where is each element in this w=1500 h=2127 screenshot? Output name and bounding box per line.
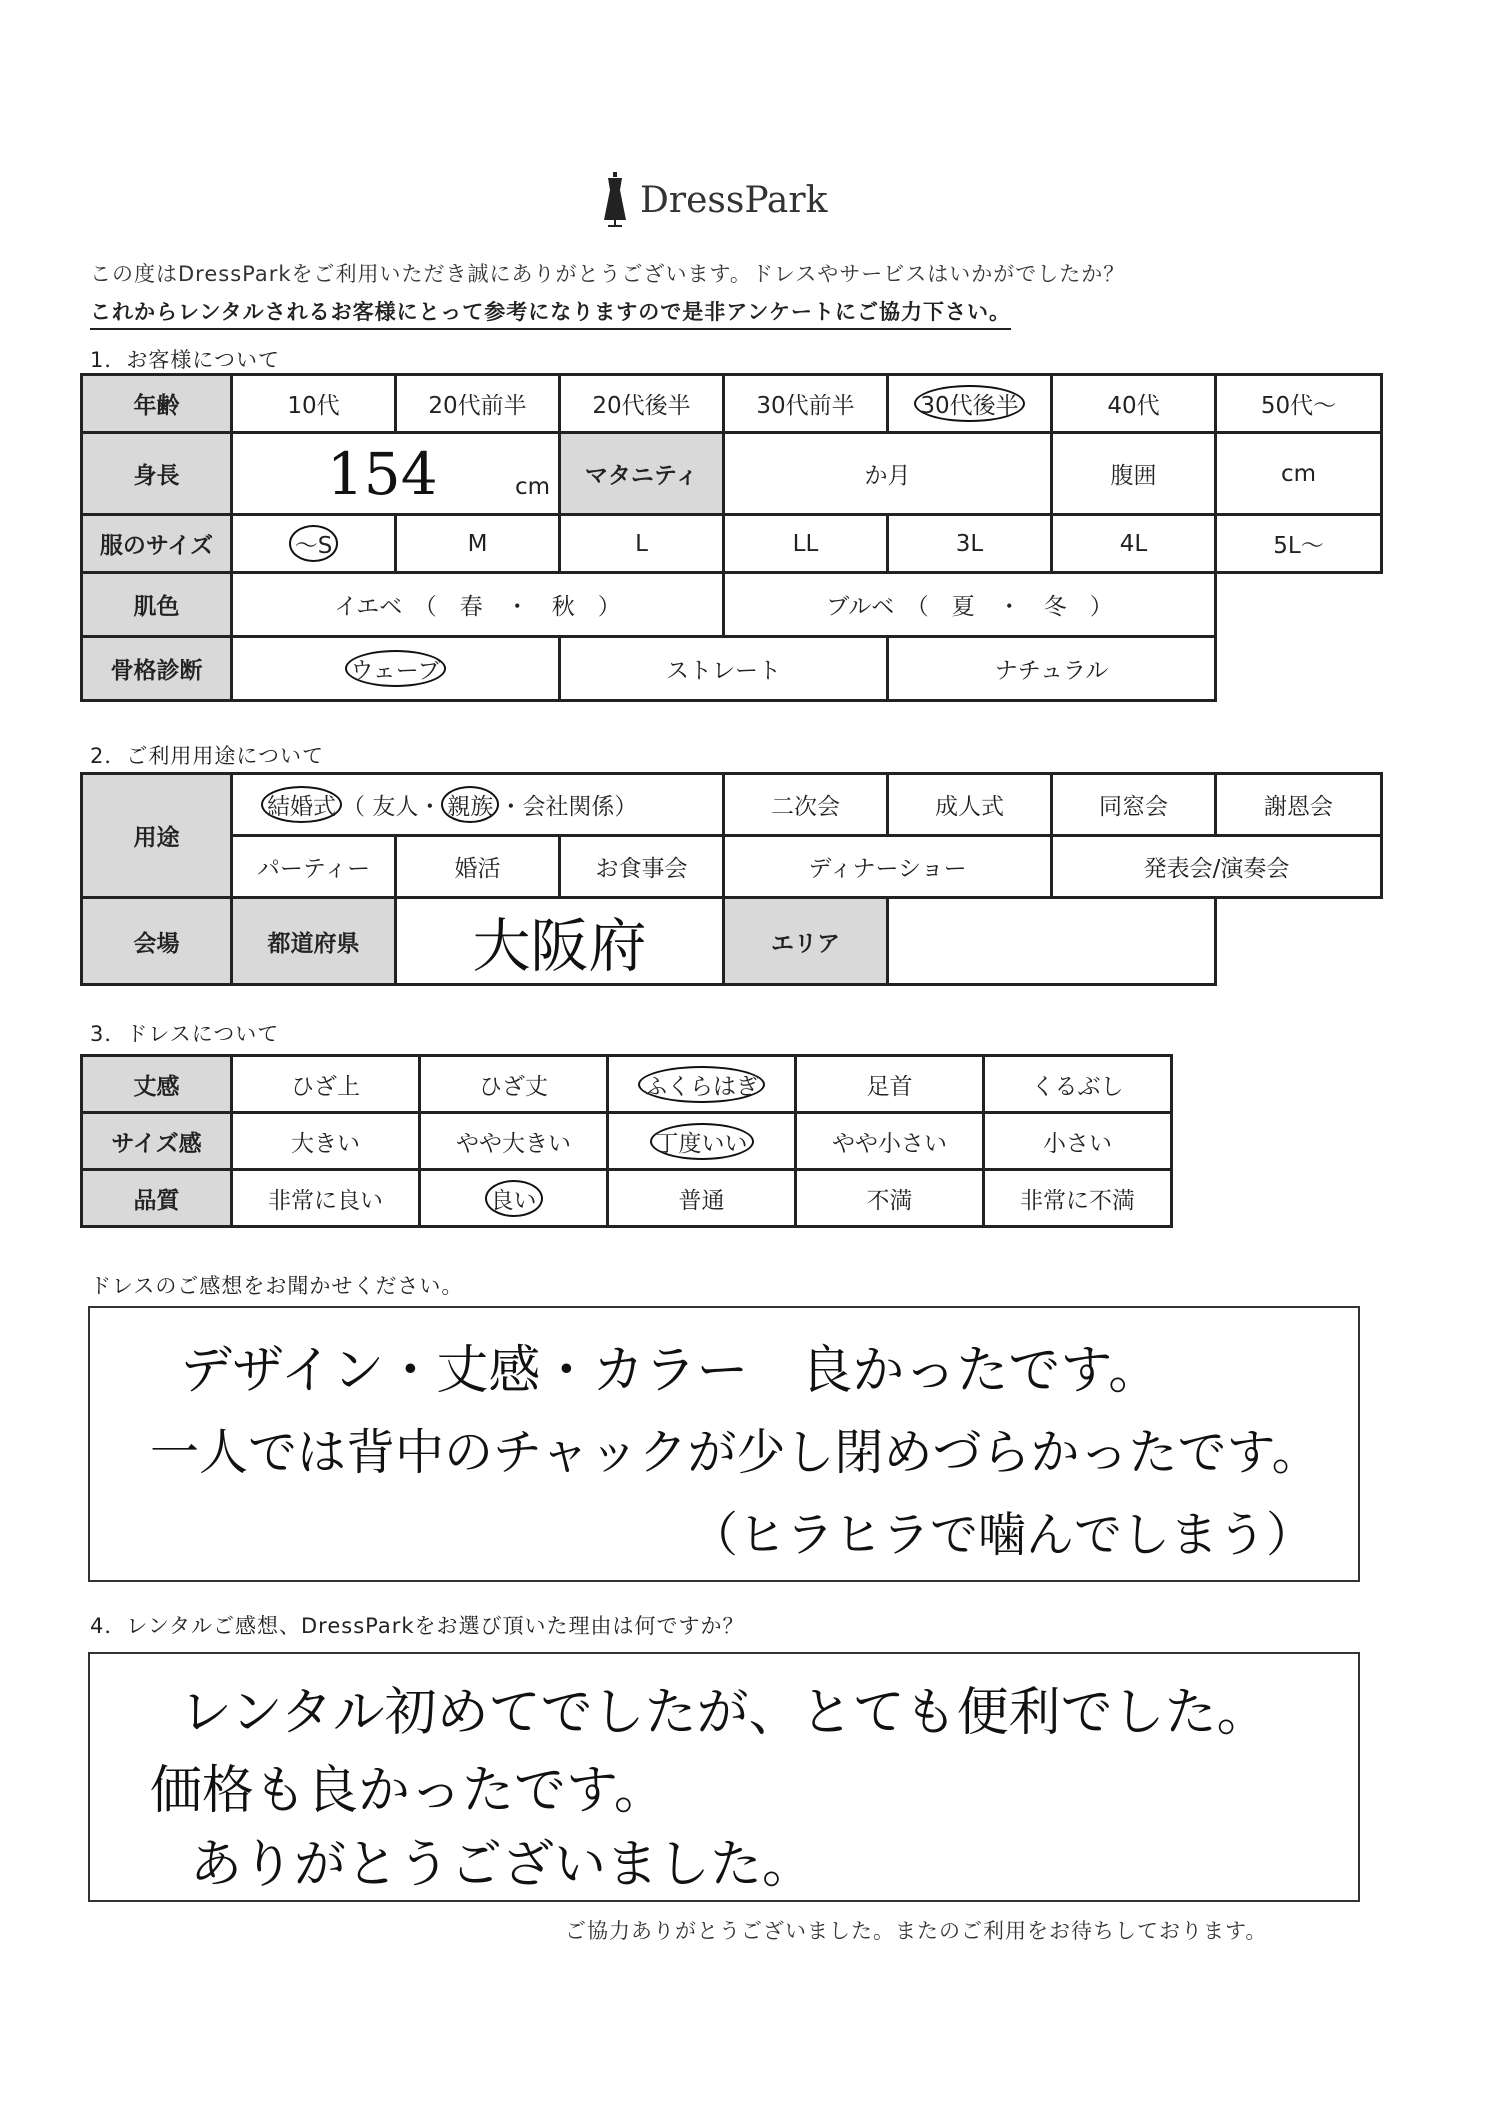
dress-icon <box>600 172 630 228</box>
skin-yellow-option[interactable]: イエベ （ 春 ・ 秋 ） <box>232 573 724 637</box>
area-field[interactable] <box>888 898 1216 985</box>
rental-comment-line: レンタル初めてでしたが、とても便利でした。 <box>180 1683 1269 1743</box>
area-label: エリア <box>724 898 888 985</box>
wedding-option[interactable]: 結婚式 （ 友人・ 親族 ・会社関係） <box>232 774 724 836</box>
age-option[interactable]: 40代 <box>1052 375 1216 433</box>
age-option[interactable]: 20代後半 <box>560 375 724 433</box>
size-option-selected[interactable] <box>232 515 396 573</box>
size-option[interactable]: 4L <box>1052 515 1216 573</box>
purpose-option[interactable]: 謝恩会 <box>1216 774 1382 836</box>
venue-label: 会場 <box>82 898 232 985</box>
age-option[interactable]: 20代前半 <box>396 375 560 433</box>
dress-comment-line: （ヒラヒラで噛んでしまう） <box>690 1507 1315 1563</box>
purpose-option[interactable]: 同窓会 <box>1052 774 1216 836</box>
quality-option[interactable]: 不満 <box>796 1170 984 1227</box>
skin-label: 肌色 <box>82 573 232 637</box>
dress-comment-line: デザイン・丈感・カラー 良かったです。 <box>180 1341 1161 1401</box>
frame-option[interactable]: ナチュラル <box>888 637 1216 701</box>
logo-name: DressPark <box>640 179 828 221</box>
selection-circle: 30代後半 <box>914 385 1024 422</box>
purpose-table <box>80 772 1383 986</box>
footer-text: ご協力ありがとうございました。またのご利用をお待ちしております。 <box>565 1919 1268 1943</box>
size-option[interactable]: 5L〜 <box>1216 515 1382 573</box>
pref-value: 大阪府 <box>472 912 647 980</box>
height-unit: cm <box>514 473 550 500</box>
age-label: 年齢 <box>82 375 232 433</box>
section2-title: 2．ご利用用途について <box>90 744 324 768</box>
maternity-field[interactable] <box>724 433 1052 515</box>
dress-comment-box[interactable] <box>88 1306 1360 1582</box>
age-option[interactable]: 50代〜 <box>1216 375 1382 433</box>
rental-comment-line: 価格も良かったです。 <box>150 1761 666 1821</box>
age-option[interactable]: 30代前半 <box>724 375 888 433</box>
purpose-option[interactable]: 二次会 <box>724 774 888 836</box>
quality-option[interactable]: 非常に不満 <box>984 1170 1172 1227</box>
intro-line-1: この度はDressParkをご利用いただき誠にありがとうございます。ドレスやサービスはいかがでしたか？ <box>90 262 1126 286</box>
fit-option[interactable]: 小さい <box>984 1113 1172 1170</box>
length-option[interactable]: 足首 <box>796 1056 984 1113</box>
length-label: 丈感 <box>82 1056 232 1113</box>
quality-option[interactable]: 非常に良い <box>232 1170 420 1227</box>
length-option[interactable]: ひざ丈 <box>420 1056 608 1113</box>
size-option[interactable]: M <box>396 515 560 573</box>
purpose-option[interactable]: ディナーショー <box>724 836 1052 898</box>
purpose-label: 用途 <box>82 774 232 898</box>
waist-field[interactable] <box>1216 433 1382 515</box>
age-option[interactable]: 10代 <box>232 375 396 433</box>
fit-option[interactable]: やや小さい <box>796 1113 984 1170</box>
logo <box>600 172 827 228</box>
quality-option-selected[interactable] <box>420 1170 608 1227</box>
section4-title: 4．レンタルご感想、DressParkをお選び頂いた理由は何ですか？ <box>90 1614 745 1638</box>
customer-table <box>80 373 1383 702</box>
selection-circle: 良い <box>485 1180 543 1217</box>
quality-label: 品質 <box>82 1170 232 1227</box>
height-field[interactable] <box>232 433 560 515</box>
rental-comment-box[interactable] <box>88 1652 1360 1902</box>
skin-blue-option[interactable]: ブルベ （ 夏 ・ 冬 ） <box>724 573 1216 637</box>
selection-circle: ウェーブ <box>345 650 447 687</box>
intro-line-2: これからレンタルされるお客様にとって参考になりますので是非アンケートにご協力下さい。 <box>90 296 1011 330</box>
purpose-option[interactable]: 発表会/演奏会 <box>1052 836 1382 898</box>
month-unit: か月 <box>864 463 911 489</box>
length-option[interactable]: ひざ上 <box>232 1056 420 1113</box>
frame-option-selected[interactable] <box>232 637 560 701</box>
selection-circle: 〜S <box>289 525 339 562</box>
maternity-label: マタニティ <box>560 433 724 515</box>
waist-label: 腹囲 <box>1052 433 1216 515</box>
purpose-option[interactable]: 成人式 <box>888 774 1052 836</box>
section3-title: 3．ドレスについて <box>90 1022 280 1046</box>
dress-comment-prompt: ドレスのご感想をお聞かせください。 <box>90 1274 464 1298</box>
dress-table <box>80 1054 1173 1228</box>
selection-circle: 丁度いい <box>650 1123 754 1160</box>
length-option-selected[interactable] <box>608 1056 796 1113</box>
frame-label: 骨格診断 <box>82 637 232 701</box>
frame-option[interactable]: ストレート <box>560 637 888 701</box>
size-label: 服のサイズ <box>82 515 232 573</box>
quality-option[interactable]: 普通 <box>608 1170 796 1227</box>
age-option-selected[interactable] <box>888 375 1052 433</box>
fit-option[interactable]: やや大きい <box>420 1113 608 1170</box>
fit-label: サイズ感 <box>82 1113 232 1170</box>
waist-unit: cm <box>1280 460 1317 487</box>
dress-comment-line: 一人では背中のチャックが少し閉めづらかったです。 <box>150 1424 1321 1481</box>
fit-option-selected[interactable] <box>608 1113 796 1170</box>
fit-option[interactable]: 大きい <box>232 1113 420 1170</box>
height-value: 154 <box>326 439 438 508</box>
wedding-rel-option[interactable]: 会社関係 <box>522 794 615 820</box>
wedding-rel-option[interactable]: 友人 <box>372 794 419 820</box>
length-option[interactable]: くるぶし <box>984 1056 1172 1113</box>
pref-field[interactable] <box>396 898 724 985</box>
size-option[interactable]: 3L <box>888 515 1052 573</box>
purpose-option[interactable]: 婚活 <box>396 836 560 898</box>
rental-comment-line: ありがとうございました。 <box>190 1835 815 1895</box>
pref-label: 都道府県 <box>232 898 396 985</box>
purpose-option[interactable]: お食事会 <box>560 836 724 898</box>
selection-circle: 結婚式 <box>261 786 342 823</box>
size-option[interactable]: LL <box>724 515 888 573</box>
purpose-option[interactable]: パーティー <box>232 836 396 898</box>
height-label: 身長 <box>82 433 232 515</box>
section1-title: 1．お客様について <box>90 348 280 372</box>
selection-circle: ふくらはぎ <box>638 1066 765 1103</box>
selection-circle[interactable]: 親族 <box>441 786 499 823</box>
size-option[interactable]: L <box>560 515 724 573</box>
